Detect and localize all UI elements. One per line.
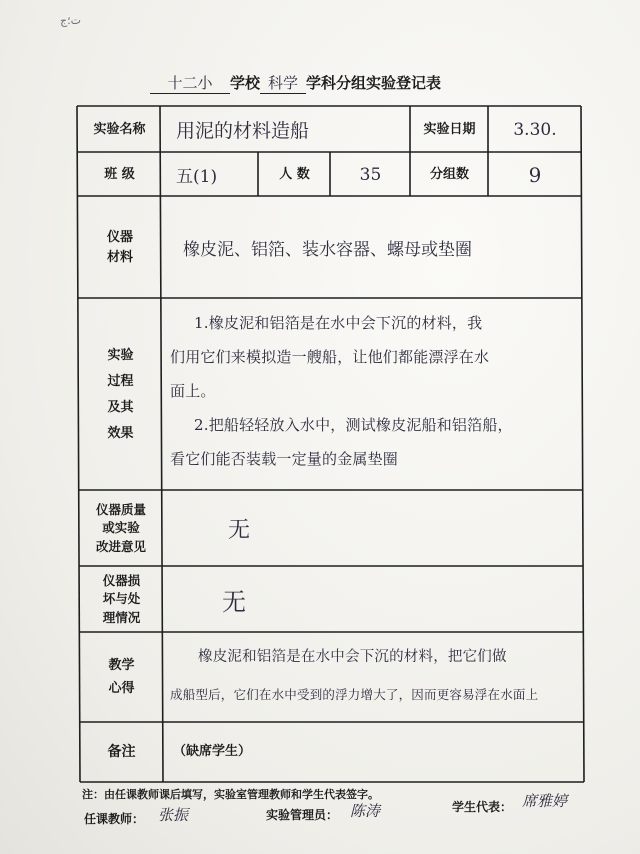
teach-line: 橡皮泥和铝箔是在水中会下沉的材料，把它们做 <box>198 649 507 665</box>
teach-label-line: 心得 <box>108 680 135 696</box>
admin-label: 实验管理员： <box>266 808 339 822</box>
process-text <box>170 306 578 476</box>
process-label-line: 及其 <box>107 399 134 415</box>
school-name: 十二小 <box>150 72 230 94</box>
teach-label <box>80 633 163 722</box>
exp-name-label: 实验名称 <box>93 121 146 137</box>
admin-signature: 陈涛 <box>350 802 381 820</box>
damage-value: 无 <box>222 588 246 616</box>
equipment-label-line: 材料 <box>106 249 133 265</box>
remark-label: 备注 <box>107 743 136 760</box>
exp-date-value: 3.30. <box>513 119 557 140</box>
equipment-label <box>79 197 161 298</box>
grid-line <box>581 106 584 782</box>
quality-label-line: 或实验 <box>102 520 140 536</box>
process-label <box>79 299 162 490</box>
process-line: 们用它们来模拟造一艘船，让他们都能漂浮在水 <box>170 348 490 366</box>
remark-value: （缺席学生） <box>173 744 252 760</box>
groups-value: 9 <box>528 162 542 187</box>
title-rest: 学科分组实验登记表 <box>306 74 442 92</box>
damage-label-line: 仪器损 <box>102 573 141 589</box>
damage-label <box>80 567 163 632</box>
process-line: 1.橡皮泥和铝箔是在水中会下沉的材料，我 <box>194 314 483 332</box>
exp-name-value: 用泥的材料造船 <box>176 120 310 142</box>
damage-label-line: 坏与处 <box>102 591 141 607</box>
process-label-line: 实验 <box>107 347 134 363</box>
teach-line: 成船型后，它们在水中受到的浮力增大了，因而更容易浮在水面上 <box>170 687 539 702</box>
equipment-label-line: 仪器 <box>106 230 133 245</box>
equipment-value: 橡皮泥、铝箔、装水容器、螺母或垫圈 <box>183 240 472 260</box>
teach-text <box>170 638 580 714</box>
class-value: 五(1) <box>176 167 218 187</box>
process-label-line: 效果 <box>107 425 134 441</box>
teach-label-line: 教学 <box>108 658 135 674</box>
class-label: 班 级 <box>104 166 135 182</box>
school-suffix: 学校 <box>230 74 261 92</box>
quality-label <box>80 491 162 566</box>
process-line: 2.把船轻轻放入水中，测试橡皮泥船和铝箔船， <box>194 416 513 434</box>
process-label-line: 过程 <box>107 373 134 389</box>
process-line: 面上。 <box>170 382 216 400</box>
student-label: 学生代表： <box>452 800 513 814</box>
teacher-label: 任课教师： <box>84 812 145 826</box>
quality-label-line: 仪器质量 <box>95 502 146 518</box>
footer-note: 注：由任课教师课后填写，实验室管理教师和学生代表签字。 <box>82 788 379 801</box>
damage-label-line: 理情况 <box>102 609 141 625</box>
exp-date-label: 实验日期 <box>423 121 476 137</box>
quality-value: 无 <box>228 518 251 543</box>
corner-note: ت؛ج <box>59 13 82 28</box>
people-label: 人 数 <box>279 166 310 182</box>
teacher-signature: 张振 <box>158 806 189 824</box>
quality-label-line: 改进意见 <box>95 538 146 554</box>
process-line: 看它们能否装载一定量的金属垫圈 <box>170 450 399 468</box>
groups-label: 分组数 <box>429 166 469 182</box>
people-value: 35 <box>359 164 382 185</box>
subject-name: 科学 <box>260 72 306 94</box>
student-signature: 席雅婷 <box>522 792 568 810</box>
